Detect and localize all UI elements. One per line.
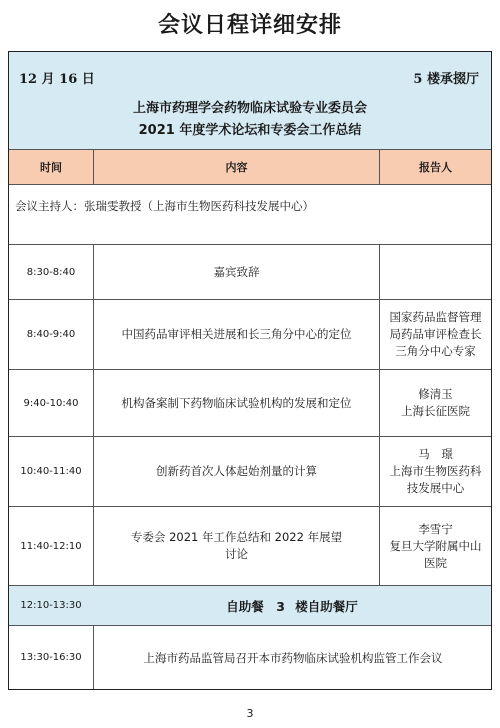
- lunch-content: 自助餐 3 楼自助餐厅: [226, 598, 358, 614]
- column-header-content: 内容: [93, 150, 379, 184]
- schedule-table: [8, 51, 492, 690]
- meeting-date: 12 月 16 日: [19, 72, 95, 87]
- table-row: [9, 369, 491, 436]
- session-speaker: [379, 437, 491, 506]
- page-number: 3: [246, 707, 254, 720]
- session-speaker: [379, 507, 491, 585]
- session-speaker-empty: [379, 245, 491, 299]
- column-header-speaker: 报告人: [379, 150, 491, 184]
- session-content: 中国药品审评相关进展和长三角分中心的定位: [93, 300, 379, 369]
- event-title: 2021 年度学术论坛和专委会工作总结: [138, 123, 362, 138]
- session-time: 8:40-9:40: [26, 329, 76, 340]
- speaker-line: 技发展中心: [406, 481, 465, 495]
- table-row: [9, 506, 491, 585]
- table-row: [9, 244, 491, 299]
- session-content: 创新药首次人体起始剂量的计算: [93, 437, 379, 506]
- session-time: 9:40-10:40: [23, 397, 79, 409]
- session-content: 机构备案制下药物临床试验机构的发展和定位: [93, 370, 379, 436]
- session-time: 8:30-8:40: [26, 266, 76, 278]
- afternoon-content: 上海市药品监管局召开本市药物临床试验机构监管工作会议: [93, 626, 492, 689]
- speaker-line: 三角分中心专家: [395, 344, 476, 358]
- speaker-line: 上海长征医院: [401, 404, 470, 418]
- session-content-line: 讨论: [225, 547, 248, 561]
- session-content: 嘉宾致辞: [93, 245, 379, 299]
- session-time: 10:40-11:40: [20, 466, 82, 477]
- speaker-line: 上海市生物医药科: [389, 464, 482, 478]
- session-speaker: [379, 370, 491, 436]
- speaker-line: 复旦大学附属中山: [389, 538, 482, 553]
- session-speaker: [379, 300, 491, 369]
- host-row: [9, 184, 491, 244]
- column-header-time: 时间: [40, 161, 62, 174]
- speaker-line: 局药品审评检查长: [389, 327, 482, 341]
- speaker-line: 马 璟: [418, 447, 453, 461]
- table-row: [9, 299, 491, 369]
- header-band: [9, 52, 491, 149]
- host-text: 会议主持人：张瑞雯教授（上海市生物医药科技发展中心）: [15, 199, 314, 213]
- meeting-venue: 5 楼承掇厅: [413, 72, 479, 87]
- lunch-time: 12:10-13:30: [20, 600, 82, 611]
- organizer-title: 上海市药理学会药物临床试验专业委员会: [132, 101, 367, 116]
- afternoon-row: [9, 625, 491, 689]
- column-header-row: [9, 149, 491, 184]
- speaker-line: 李雪宁: [418, 521, 453, 536]
- session-content: [93, 507, 379, 585]
- afternoon-time: 13:30-16:30: [20, 652, 82, 663]
- speaker-line: 国家药品监督管理: [389, 310, 482, 324]
- session-time: 11:40-12:10: [20, 540, 82, 552]
- session-content-line: 专委会 2021 年工作总结和 2022 年展望: [130, 530, 343, 544]
- speaker-line: 医院: [424, 555, 447, 570]
- page-title: 会议日程详细安排: [157, 13, 342, 38]
- speaker-line: 修清玉: [418, 387, 453, 401]
- table-row: [9, 436, 491, 506]
- lunch-row: [9, 585, 491, 625]
